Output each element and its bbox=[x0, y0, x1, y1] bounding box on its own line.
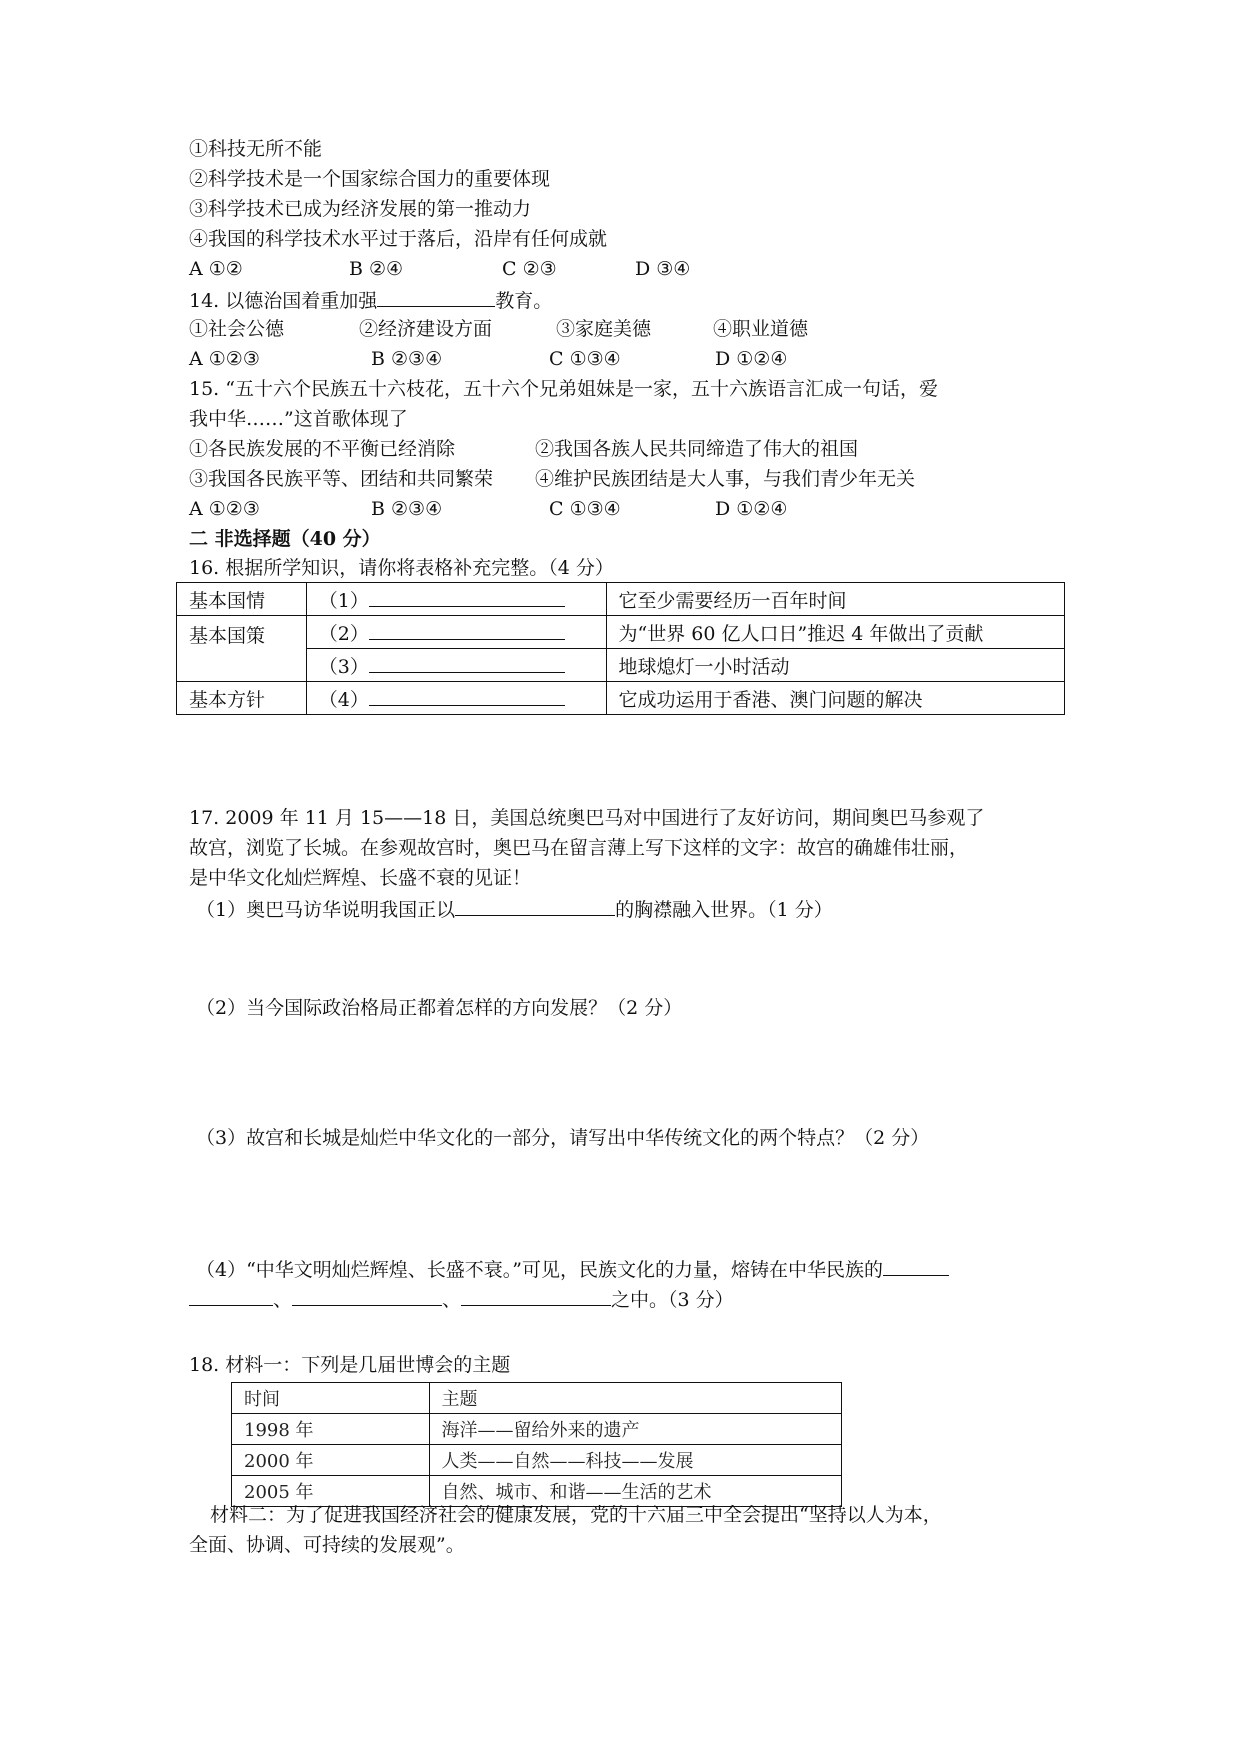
q13-choice-a: A ①② bbox=[189, 258, 243, 280]
q16-num-3: （3） bbox=[318, 655, 369, 678]
q14-option-1: ①社会公德 bbox=[189, 318, 285, 340]
q15-option-1: ①各民族发展的不平衡已经消除 bbox=[189, 438, 456, 460]
q13-option-3: ③科学技术已成为经济发展的第一推动力 bbox=[189, 198, 532, 220]
q17-line-3: 是中华文化灿烂辉煌、长盛不衰的见证！ bbox=[189, 867, 532, 889]
q18-theme-1: 海洋——留给外来的遗产 bbox=[429, 1414, 841, 1445]
q17-sub4-prefix: （4）“中华文明灿烂辉煌、长盛不衰。”可见，民族文化的力量，熔铸在中华民族的 bbox=[196, 1259, 884, 1281]
q18-year-3: 2005 年 bbox=[232, 1476, 430, 1507]
q17-sub4-sep-2: 、 bbox=[442, 1289, 462, 1311]
q14-option-3: ③家庭美德 bbox=[556, 318, 652, 340]
q17-sub1-prefix: （1）奥巴马访华说明我国正以 bbox=[196, 899, 456, 921]
q15-choice-d: D ①②④ bbox=[715, 498, 788, 520]
q15-option-3: ③我国各民族平等、团结和共同繁荣 bbox=[189, 468, 494, 490]
q13-choice-c: C ②③ bbox=[502, 258, 557, 280]
q14-choice-a: A ①②③ bbox=[189, 348, 260, 370]
q16-blank-2[interactable] bbox=[369, 619, 565, 640]
q16-num-1: （1） bbox=[318, 589, 369, 612]
q14-option-2: ②经济建设方面 bbox=[359, 318, 493, 340]
q18-year-2: 2000 年 bbox=[232, 1445, 430, 1476]
q16-desc-4: 它成功运用于香港、澳门问题的解决 bbox=[606, 682, 1064, 715]
table-row bbox=[177, 583, 1065, 616]
section-2-title: 二 非选择题（40 分） bbox=[189, 528, 381, 550]
q16-table bbox=[176, 582, 1065, 715]
table-row bbox=[177, 682, 1065, 715]
q15-choice-b: B ②③④ bbox=[371, 498, 443, 520]
q18-table bbox=[231, 1382, 842, 1507]
q17-sub-4-cont bbox=[189, 1285, 734, 1313]
q16-answer-cell-4 bbox=[306, 682, 606, 715]
q14-option-4: ④职业道德 bbox=[713, 318, 809, 340]
q17-line-2: 故宫，浏览了长城。在参观故宫时，奥巴马在留言薄上写下这样的文字：故宫的确雄伟壮丽， bbox=[189, 837, 969, 859]
q18-material-2-line-1: 材料二：为了促进我国经济社会的健康发展，党的十六届三中全会提出“坚持以人为本， bbox=[210, 1504, 942, 1526]
q17-line-1: 17. 2009 年 11 月 15——18 日，美国总统奥巴马对中国进行了友好访问，期间奥巴马参观了 bbox=[189, 807, 985, 829]
q14-choice-c: C ①③④ bbox=[549, 348, 621, 370]
q18-year-1: 1998 年 bbox=[232, 1414, 430, 1445]
q17-sub1-suffix: 的胸襟融入世界。（1 分） bbox=[615, 899, 833, 921]
q13-choice-d: D ③④ bbox=[635, 258, 691, 280]
q17-sub4-blank-3[interactable] bbox=[461, 1285, 611, 1306]
q18-material-2-line-2: 全面、协调、可持续的发展观”。 bbox=[189, 1534, 465, 1556]
q16-blank-1[interactable] bbox=[369, 586, 565, 607]
q17-sub4-suffix: 之中。（3 分） bbox=[611, 1289, 734, 1311]
q17-sub-1 bbox=[196, 895, 833, 923]
q15-choice-a: A ①②③ bbox=[189, 498, 260, 520]
q18-header-theme: 主题 bbox=[429, 1383, 841, 1414]
table-row bbox=[177, 649, 1065, 682]
q13-option-4: ④我国的科学技术水平过于落后，沿岸有任何成就 bbox=[189, 228, 608, 250]
q16-answer-cell-2 bbox=[306, 616, 606, 649]
q17-sub4-blank-1a[interactable] bbox=[883, 1255, 949, 1276]
q16-blank-3[interactable] bbox=[369, 652, 565, 673]
q15-option-4: ④维护民族团结是大人事，与我们青少年无关 bbox=[535, 468, 916, 490]
q17-sub-3: （3）故宫和长城是灿烂中华文化的一部分，请写出中华传统文化的两个特点？（2 分） bbox=[196, 1127, 930, 1149]
q18-theme-3: 自然、城市、和谐——生活的艺术 bbox=[429, 1476, 841, 1507]
table-row bbox=[232, 1383, 842, 1414]
q16-answer-cell-1 bbox=[306, 583, 606, 616]
q16-cat-4: 基本方针 bbox=[177, 682, 307, 715]
table-row bbox=[177, 616, 1065, 649]
q14-choice-b: B ②③④ bbox=[371, 348, 443, 370]
q17-sub-4 bbox=[196, 1255, 949, 1283]
q16-num-2: （2） bbox=[318, 622, 369, 645]
q16-cat-2: 基本国策 bbox=[177, 616, 307, 682]
q13-option-2: ②科学技术是一个国家综合国力的重要体现 bbox=[189, 168, 551, 190]
q16-title: 16. 根据所学知识，请你将表格补充完整。（4 分） bbox=[189, 557, 614, 579]
q15-option-2: ②我国各族人民共同缔造了伟大的祖国 bbox=[535, 438, 859, 460]
table-row bbox=[232, 1414, 842, 1445]
q16-num-4: （4） bbox=[318, 688, 369, 711]
q16-desc-1: 它至少需要经历一百年时间 bbox=[606, 583, 1064, 616]
q15-line-2: 我中华……”这首歌体现了 bbox=[189, 408, 408, 430]
q14-suffix: 教育。 bbox=[495, 290, 553, 312]
q14-choice-d: D ①②④ bbox=[715, 348, 788, 370]
q13-option-1: ①科技无所不能 bbox=[189, 138, 323, 160]
q18-header-time: 时间 bbox=[232, 1383, 430, 1414]
q16-blank-4[interactable] bbox=[369, 685, 565, 706]
q14-blank[interactable] bbox=[377, 286, 495, 307]
q14-stem bbox=[189, 286, 552, 314]
q18-title: 18. 材料一：下列是几届世博会的主题 bbox=[189, 1354, 511, 1376]
q15-line-1: 15. “五十六个民族五十六枝花，五十六个兄弟姐妹是一家，五十六族语言汇成一句话，爱 bbox=[189, 378, 938, 400]
q18-theme-2: 人类——自然——科技——发展 bbox=[429, 1445, 841, 1476]
q13-choice-b: B ②④ bbox=[349, 258, 404, 280]
q16-desc-2: 为“世界 60 亿人口日”推迟 4 年做出了贡献 bbox=[606, 616, 1064, 649]
q17-sub1-blank[interactable] bbox=[455, 895, 615, 916]
q17-sub-2: （2）当今国际政治格局正都着怎样的方向发展？（2 分） bbox=[196, 997, 683, 1019]
q14-prefix: 14. 以德治国着重加强 bbox=[189, 290, 378, 312]
q17-sub4-blank-2[interactable] bbox=[292, 1285, 442, 1306]
q16-desc-3: 地球熄灯一小时活动 bbox=[606, 649, 1064, 682]
q15-choice-c: C ①③④ bbox=[549, 498, 621, 520]
q17-sub4-sep-1: 、 bbox=[273, 1289, 293, 1311]
q16-cat-1: 基本国情 bbox=[177, 583, 307, 616]
q17-sub4-blank-1b[interactable] bbox=[189, 1285, 273, 1306]
q16-answer-cell-3 bbox=[306, 649, 606, 682]
table-row bbox=[232, 1445, 842, 1476]
